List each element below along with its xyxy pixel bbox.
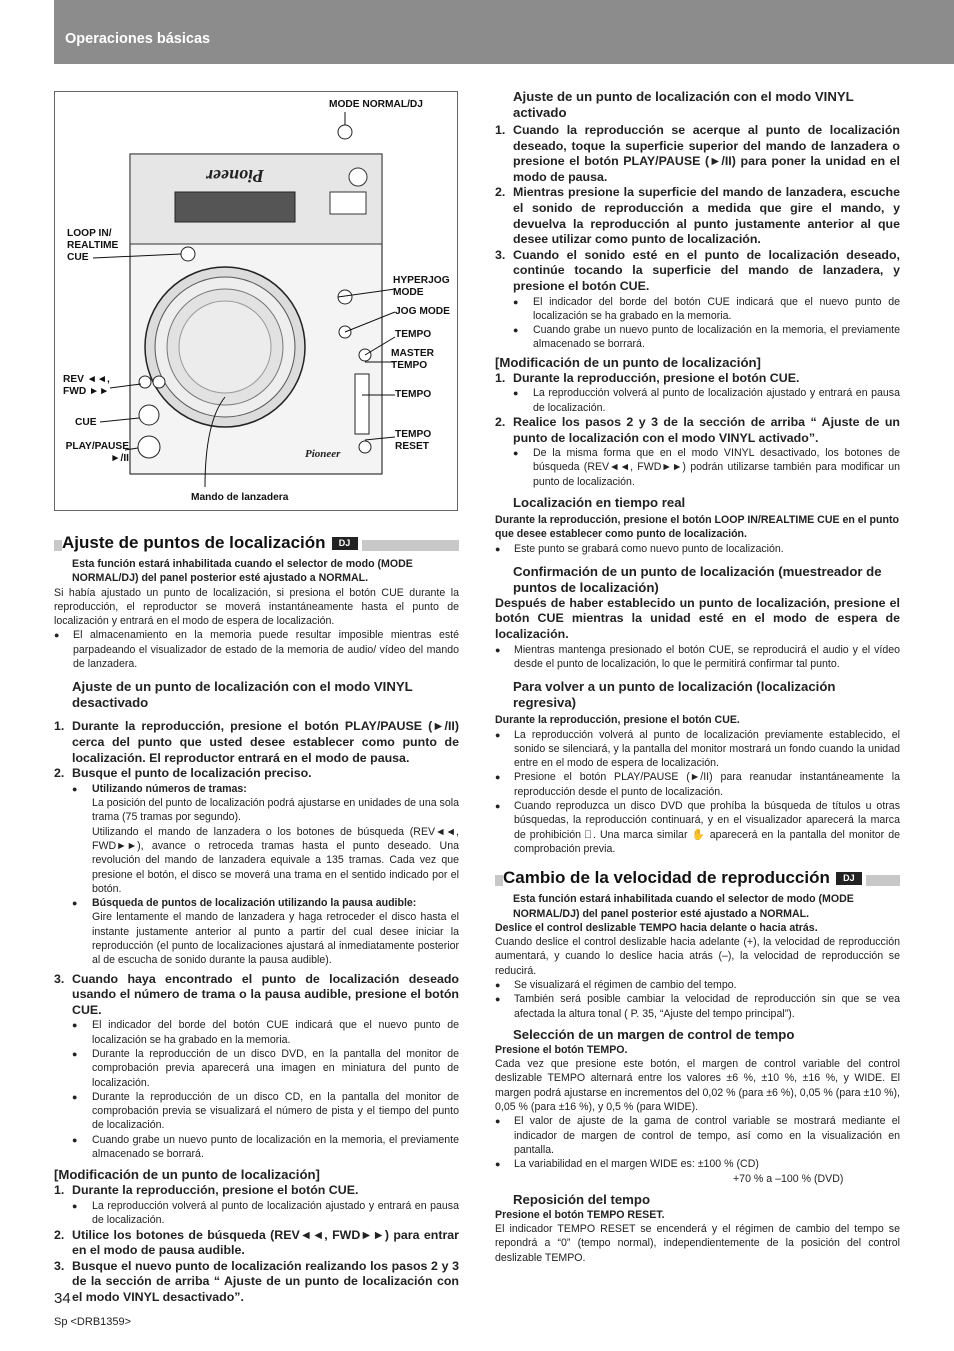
label-hyperjog: HYPERJOG MODE — [393, 275, 450, 298]
confirm-instruction: Después de haber establecido un punto de localización, presione el botón CUE mientras la unidad esté en el modo de espera de localización. — [495, 595, 900, 642]
step-2a-text1: La posición del punto de localización podrá ajustarse en unidades de una sola trama (75 tramas por segundo). — [92, 797, 459, 824]
r-mod-step-2: 2. Realice los pasos 2 y 3 de la sección de arriba “ Ajuste de un punto de localización con el modo VINYL activado”. — [495, 414, 900, 445]
heading-realtime: Localización en tiempo real — [513, 494, 686, 510]
page-header — [54, 0, 954, 64]
back-instruction: Durante la reproducción, presione el botón CUE. — [495, 714, 740, 727]
right-column — [495, 89, 900, 1265]
range-instruction: Presione el botón TEMPO. — [495, 1043, 628, 1056]
label-jog: Mando de lanzadera — [191, 492, 289, 503]
section-title-cue: Ajuste de puntos de localización — [62, 533, 326, 552]
label-tempo-reset: TEMPO RESET — [395, 429, 432, 452]
heading-vinyl-on: Ajuste de un punto de localización con el modo VINYL activado — [513, 89, 854, 120]
step-3: 3. Cuando haya encontrado el punto de localización deseado usando el número de trama o la pausa audible, presione el botón CUE. — [54, 971, 459, 1017]
label-rev-fwd: REV ◄◄, FWD ►► — [63, 374, 110, 397]
mod-step-3: 3. Busque el nuevo punto de localización realizando los pasos 2 y 3 de la sección de arriba “ Ajuste de un punto de localización con el modo VINYL desactivado”. — [54, 1258, 459, 1304]
intro-note: Esta función estará inhabilitada cuando el selector de modo (MODE NORMAL/DJ) del panel posterior esté ajustado a NORMAL. — [72, 558, 413, 585]
r-mod-step-1: 1. Durante la reproducción, presione el botón CUE. — [495, 370, 800, 385]
heading-back-cue: Para volver a un punto de localización (localización regresiva) — [513, 679, 836, 711]
player-figure — [54, 91, 458, 511]
step-2: 2. Busque el punto de localización preciso. — [54, 766, 312, 781]
heading-confirm: Confirmación de un punto de localización (muestreador de puntos de localización) — [513, 563, 882, 595]
reset-instruction: Presione el botón TEMPO RESET. — [495, 1208, 665, 1221]
heading-mod-2: [Modificación de un punto de localización] — [495, 354, 761, 370]
mod-step-2: 2. Utilice los botones de búsqueda (REV◄◄, FWD►►) para entrar en el modo de pausa audible. — [54, 1227, 459, 1258]
realtime-bullet: ● Este punto se grabará como nuevo punto de localización. — [495, 542, 900, 556]
confirm-bullet: ● Mientras mantenga presionado el botón CUE, se reproducirá el audio y el vídeo desde el punto de localización, lo que le permitirá confirmar tal punto. — [495, 643, 900, 672]
r-mod-step-2-bullet: ● De la misma forma que en el modo VINYL desactivado, los botones de búsqueda (REV◄◄, FWD►►) podrán utilizarse también para modificar un punto de localización. — [495, 446, 900, 489]
step-3-bullet-2: ● Durante la reproducción de un disco DVD, en la pantalla del monitor de comprobación previa aparecerá una imagen en miniatura del punto de localización. — [54, 1047, 459, 1090]
left-column — [54, 535, 459, 1306]
step-1: 1. Durante la reproducción, presione el botón PLAY/PAUSE (►/II) cerca del punto que usted desee establecer como punto de localización. El reproductor entrará en el modo de pausa. — [54, 719, 459, 765]
heading-reset: Reposición del tempo — [513, 1191, 651, 1207]
speed-bullet-1: ● Se visualizará el régimen de cambio del tempo. — [495, 978, 900, 992]
mod-step-1: 1. Durante la reproducción, presione el botón CUE. — [54, 1183, 359, 1198]
range-bullet-2-cont: +70 % a –100 % (DVD) — [733, 1172, 844, 1185]
mod-step-1-bullet: ● La reproducción volverá al punto de localización ajustado y entrará en pausa de localización. — [54, 1199, 459, 1228]
page-number: 34 — [54, 1290, 71, 1307]
heading-vinyl-off: Ajuste de un punto de localización con el modo VINYL desactivado — [72, 679, 413, 711]
section-heading-speed — [495, 870, 900, 890]
brand-logo-bottom: Pioneer — [305, 448, 341, 460]
doc-code: Sp <DRB1359> — [54, 1316, 132, 1328]
r-step-3: 3. Cuando el sonido esté en el punto de localización deseado, continúe tocando la superficie del mando de lanzadera, y presione el botón CUE. — [495, 247, 900, 293]
realtime-instruction: Durante la reproducción, presione el botón LOOP IN/REALTIME CUE en el punto que desee establecer como punto de localización. — [495, 513, 899, 541]
step-2b-text: Gire lentamente el mando de lanzadera y haga retroceder el disco hasta el instante justamente anterior al punto a partir del cual desee iniciar la reproducción (el punto de localizaciones ajustará al inmediatamente posterior al de escucha de sonido durante la pausa audible). — [92, 911, 459, 967]
step-3-bullet-1: ● El indicador del borde del botón CUE indicará que el nuevo punto de localización se ha grabado en la memoria. — [54, 1018, 459, 1047]
r-step-1: 1. Cuando la reproducción se acerque al punto de localización deseado, toque la superficie superior del mando de lanzadera o presione el botón PLAY/PAUSE (►/II) para poner la unidad en el modo de pausa. — [495, 123, 900, 184]
range-bullet-2: ● La variabilidad en el margen WIDE es: ±100 % (CD) — [495, 1157, 900, 1171]
section-title: Operaciones básicas — [65, 31, 211, 47]
label-master-tempo: MASTER TEMPO — [391, 348, 435, 371]
back-bullet-2: ● Presione el botón PLAY/PAUSE (►/II) para reanudar instantáneamente la reproducción desde el punto de localización. — [495, 770, 900, 799]
back-bullet-3: ● Cuando reproduzca un disco DVD que prohíba la búsqueda de títulos u otras búsquedas, la reproducción continuará, y en el visualizador aparecerá la marca de prohibición ⃠. Una marca similar ✋ aparecerá en la pantalla del monitor de comprobación previa. — [495, 799, 900, 856]
r-mod-step-1-bullet: ● La reproducción volverá al punto de localización ajustado y entrará en pausa de localización. — [495, 386, 900, 415]
speed-paragraph: Cuando deslice el control deslizable hacia adelante (+), la velocidad de reproducción aumentará, y cuando lo deslice hacia atrás (–), la velocidad de reproducción se reducirá. — [495, 936, 900, 977]
heading-mod-1: [Modificación de un punto de localización] — [54, 1167, 320, 1183]
step-2a-title: ● Utilizando números de tramas: — [54, 782, 459, 796]
label-cue: CUE — [75, 417, 97, 428]
step-3-bullet-3: ● Durante la reproducción de un disco CD, en la pantalla del monitor de comprobación previa se visualizará el número de pista y el tiempo del punto de localización. — [54, 1090, 459, 1133]
section-heading-cue — [54, 535, 459, 555]
intro-paragraph: Si había ajustado un punto de localización, si presiona el botón CUE durante la reproducción, el reproductor se moverá instantáneamente hasta el punto de localización y entrará en el modo de espera de localización. — [54, 586, 459, 628]
reset-paragraph: El indicador TEMPO RESET se encenderá y el régimen de cambio del tempo se repondrá a “0” (tempo normal), independientemente de la posición del control deslizable TEMPO. — [495, 1223, 900, 1264]
label-tempo-1: TEMPO — [395, 329, 432, 340]
step-3-bullet-4: ● Cuando grabe un nuevo punto de localización en la memoria, el previamente almacenado se borrará. — [54, 1133, 459, 1162]
dj-icon: DJ — [332, 537, 358, 550]
label-playpause: PLAY/PAUSE ►/II — [65, 441, 129, 464]
intro-bullet: ● El almacenamiento en la memoria puede resultar imposible mientras esté parpadeando el visualizador de estado de la memoria de audio/ vídeo del mando de lanzadera. — [54, 628, 459, 671]
back-bullet-1: ● La reproducción volverá al punto de localización previamente establecido, el sonido se silenciará, y la pantalla del monitor mostrará un fondo cuando la unidad entre en el modo de espera de localización. — [495, 728, 900, 771]
r-step-2: 2. Mientras presione la superficie del mando de lanzadera, escuche el sonido de reproducción a medida que gire el mando, y devuelva la reproducción al punto justamente anterior al que desee utilizar como punto de localización. — [495, 185, 900, 247]
label-jogmode: JOG MODE — [395, 306, 450, 317]
speed-instruction: Deslice el control deslizable TEMPO hacia delante o hacia atrás. — [495, 921, 818, 934]
label-loop: LOOP IN/ REALTIME CUE — [67, 228, 119, 263]
range-bullet-1: ● El valor de ajuste de la gama de control variable se mostrará mediante el indicador de margen de control de tempo, así como en la visualización en pantalla. — [495, 1114, 900, 1157]
label-mode: MODE NORMAL/DJ — [329, 99, 423, 110]
dj-icon-2: DJ — [836, 872, 862, 885]
brand-logo-top: Pioneer — [206, 166, 264, 186]
section-title-speed: Cambio de la velocidad de reproducción — [503, 868, 830, 888]
speed-bullet-2: ● También será posible cambiar la velocidad de reproducción sin que se vea afectada la altura tonal ( P. 35, “Ajuste del tempo principal”). — [495, 992, 900, 1021]
r-step-3-bullet-1: ● El indicador del borde del botón CUE indicará que el nuevo punto de localización se ha grabado en la memoria. — [495, 295, 900, 324]
speed-note: Esta función estará inhabilitada cuando el selector de modo (MODE NORMAL/DJ) del panel posterior esté ajustado a NORMAL. — [513, 893, 854, 920]
step-2a-text2: Utilizando el mando de lanzadera o los botones de búsqueda (REV◄◄, FWD►►), avance o retroceda tramas hasta el punto deseado. Una revolución del mando de lanzadera equivale a 135 tramas. Cada vez que presione el botón, el disco se moverá una trama en el sentido indicado por el botón. — [92, 825, 459, 895]
range-paragraph: Cada vez que presione este botón, el margen de control variable del control deslizable TEMPO alternará entre los valores ±6 %, ±10 %, ±16 %, y WIDE. El margen podrá ajustarse en incrementos del 0,02 % (para ±6 %), 0,05 % (para ±10 %), 0,05 % (para ±16 %), y 0,5 % (para WIDE). — [495, 1058, 900, 1114]
r-step-3-bullet-2: ● Cuando grabe un nuevo punto de localización en la memoria, el previamente almacenado se borrará. — [495, 323, 900, 352]
step-2b-title: ● Búsqueda de puntos de localización utilizando la pausa audible: — [54, 896, 459, 910]
heading-range: Selección de un margen de control de tempo — [513, 1026, 795, 1042]
label-tempo-2: TEMPO — [395, 389, 432, 400]
